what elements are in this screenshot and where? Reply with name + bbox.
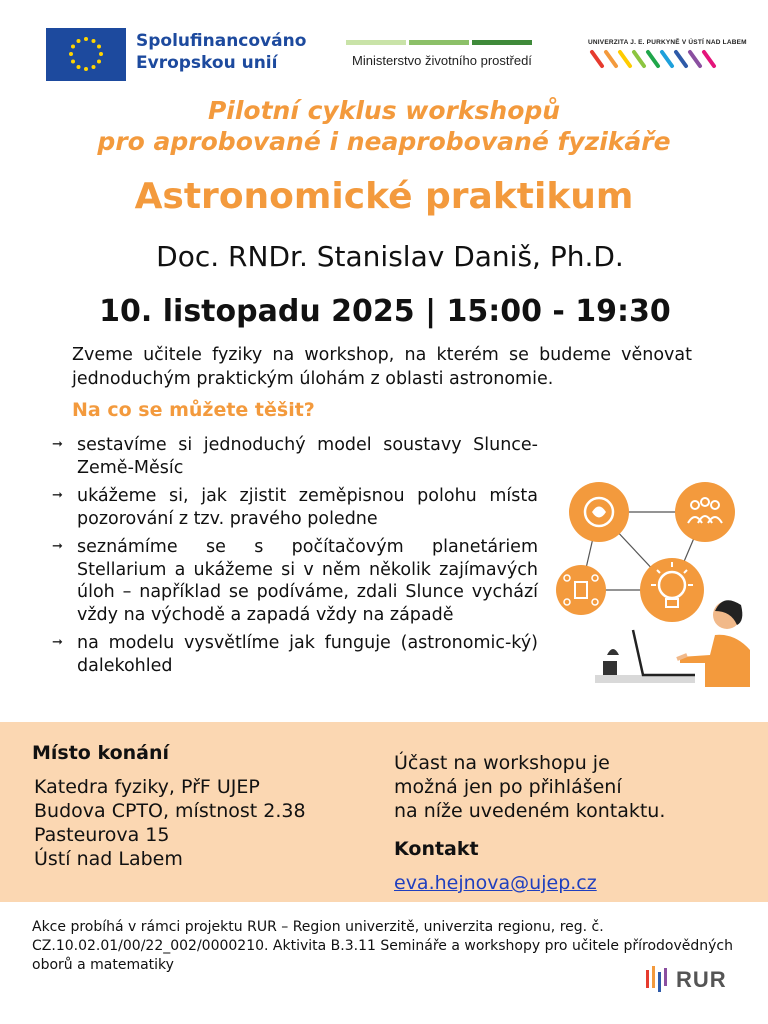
- list-item: ➞ ukážeme si, jak zjistit zeměpisnou polohu místa pozorování z tzv. pravého poledne: [52, 486, 538, 529]
- venue-address: Katedra fyziky, PřF UJEP Budova CPTO, místnost 2.38 Pasteurova 15 Ústí nad Labem: [34, 776, 306, 870]
- venue-heading: Místo konání: [32, 742, 170, 764]
- rur-logo-text: RUR: [676, 967, 727, 992]
- ministry-name: Ministerstvo životního prostředí: [352, 53, 532, 68]
- benefits-list: [52, 434, 538, 683]
- list-item: ➞ sestavíme si jednoduchý model soustavy Slunce-Země-Měsíc: [52, 435, 538, 478]
- event-date-time: 10. listopadu 2025 | 15:00 - 19:30: [99, 294, 671, 329]
- workshop-illustration: [555, 465, 765, 695]
- university-name: UNIVERZITA J. E. PURKYNĚ V ÚSTÍ NAD LABEM: [588, 39, 747, 46]
- benefits-heading: Na co se můžete těšit?: [72, 399, 315, 421]
- speaker-name: Doc. RNDr. Stanislav Daniš, Ph.D.: [156, 240, 624, 273]
- arrow-bullet-icon: ➞: [52, 437, 63, 452]
- list-item: ➞ seznámíme se s počítačovým planetáriem Stellarium a ukážeme si v něm několik zajímavých úloh – například se podíváme, zdali Slunce vychází vždy na východě a zapadá vždy na západě: [52, 537, 538, 625]
- arrow-bullet-icon: ➞: [52, 635, 63, 650]
- list-item: ➞ na modelu vysvětlíme jak funguje (astronomic-ký) dalekohled: [52, 633, 538, 676]
- footer-project-text: Akce probíhá v rámci projektu RUR – Region univerzitě, univerzita regionu, reg. č. CZ.10.02.01/00/22_002/0000210. Aktivita B.3.11 Semináře a workshopy pro učitele přírodovědných oborů a matematiky: [32, 919, 733, 973]
- recycle-icon: [569, 482, 629, 542]
- eu-cofunding-label: Spolufinancováno Evropskou unií: [136, 31, 307, 73]
- eu-flag-logo: [46, 28, 126, 81]
- arrow-bullet-icon: ➞: [52, 539, 63, 554]
- registration-note: Účast na workshopu je možná jen po přihlášení na níže uvedeném kontaktu.: [394, 752, 666, 822]
- rur-logo-mark: [644, 966, 668, 992]
- contact-email-link[interactable]: eva.hejnova@ujep.cz: [394, 872, 597, 894]
- page-title: Astronomické praktikum: [134, 176, 634, 217]
- subtitle-line-1: Pilotní cyklus workshopů: [207, 96, 561, 125]
- university-logo-stripes: [588, 48, 720, 70]
- arrow-bullet-icon: ➞: [52, 488, 63, 503]
- team-icon: [675, 482, 735, 542]
- ministry-logo-lines: [346, 40, 532, 46]
- subtitle-line-2: pro aprobované i neaprobované fyzikáře: [97, 127, 671, 156]
- contact-heading: Kontakt: [394, 838, 479, 860]
- lightbulb-brain-icon: [640, 558, 704, 622]
- intro-text: Zveme učitele fyziky na workshop, na kterém se budeme věnovat jednoduchým praktickým úlohám z oblasti astronomie.: [72, 345, 692, 389]
- building-network-icon: [556, 565, 606, 615]
